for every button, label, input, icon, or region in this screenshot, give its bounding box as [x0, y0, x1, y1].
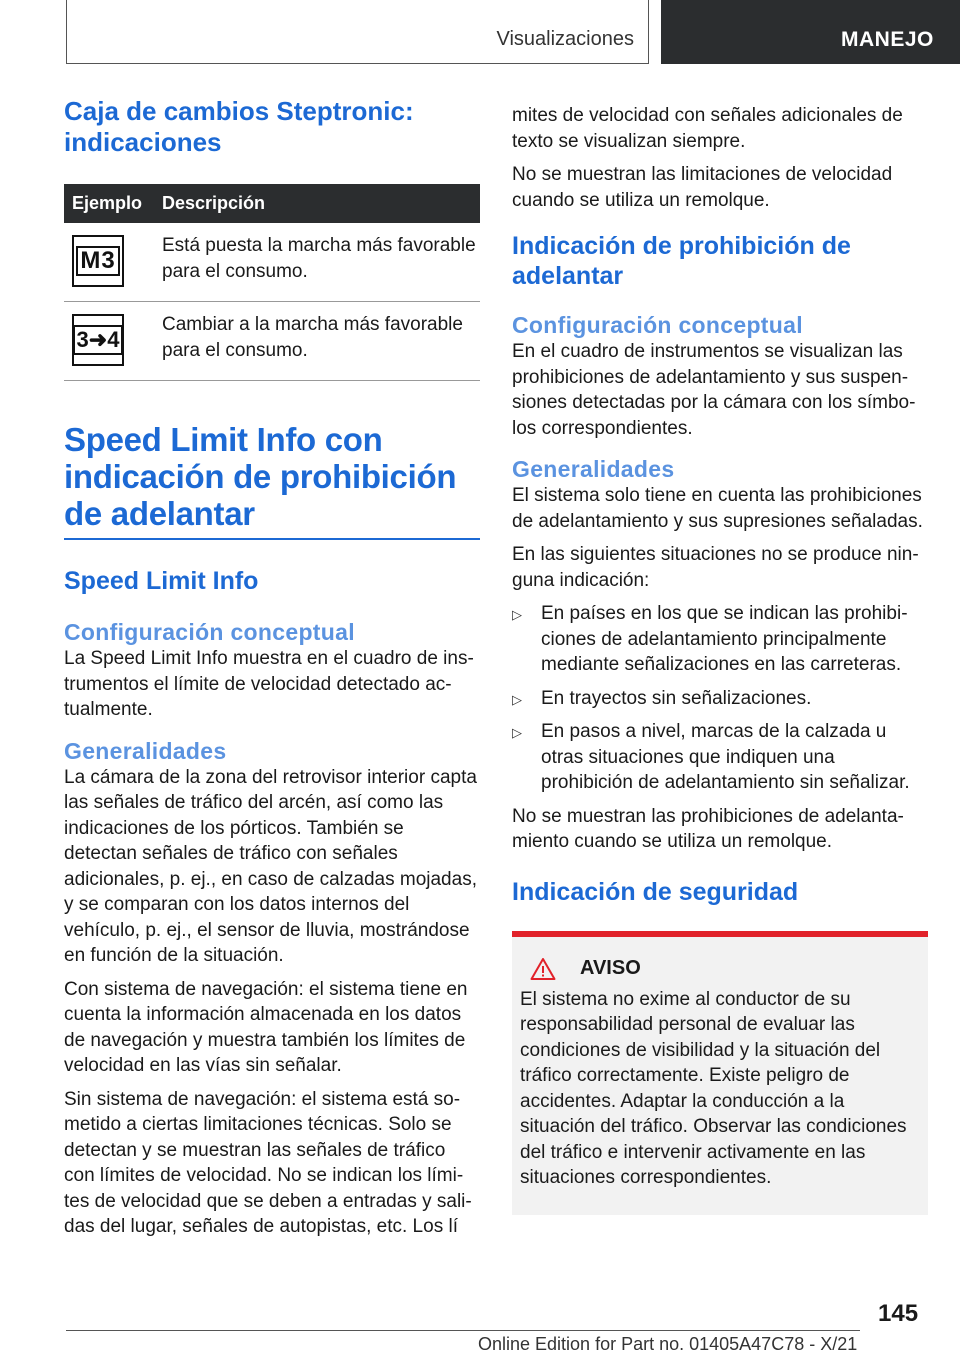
steptronic-table [64, 184, 480, 381]
gear-shift-icon: 3➜4 [72, 314, 124, 366]
overtake-general-paragraph-1: El sistema solo tiene en cuenta las prohibiciones de adelantamiento y sus supresiones señaladas. [512, 485, 923, 532]
overtake-concept-paragraph: En el cuadro de instrumentos se visualizan las prohibiciones de adelantamiento y sus suspensiones detectadas por la cámara con los símbolos correspondientes. [512, 341, 916, 439]
header-section-label: Visualizaciones [496, 28, 634, 50]
gear-m3-icon: M3 [72, 235, 124, 287]
table-header-example: Ejemplo [64, 184, 154, 223]
safety-heading: Indicación de seguridad [512, 877, 799, 906]
table-row [64, 302, 480, 381]
table-cell-description: Cambiar a la marcha más favorable para el consumo. [154, 302, 480, 381]
left-column [64, 96, 480, 1240]
concept-heading: Configuración conceptual [64, 619, 355, 645]
right-column [512, 103, 928, 1215]
triangle-bullet-icon: ▷ [512, 691, 522, 707]
header-section-tab [66, 0, 649, 64]
sli-heading: Speed Limit Info [64, 567, 259, 595]
warning-title: AVISO [580, 957, 641, 979]
steptronic-heading: Caja de cambios Steptronic: indicaciones [64, 96, 414, 157]
no-indication-list [512, 601, 928, 796]
warning-triangle-icon [530, 957, 556, 981]
continued-paragraph-2: No se muestran las limitaciones de velocidad cuando se utiliza un remolque. [512, 164, 893, 211]
warning-box [512, 931, 928, 1215]
general-paragraph-1: La cámara de la zona del retrovisor interior capta las señales de tráfico del arcén, así como las indicaciones de los pórticos. También se detectan señales de tráfico con señales adicionales, p. ej., en caso de calzadas mojadas, y se comparan con los datos internos del vehículo, p. ej., el sensor de lluvia, mostrándose en función de la situación. [64, 766, 477, 966]
general-heading: Generalidades [64, 737, 227, 764]
table-header-description: Descripción [154, 184, 480, 223]
overtake-general-heading: Generalidades [512, 456, 675, 482]
triangle-bullet-icon: ▷ [512, 725, 522, 740]
list-item: ▷ En pasos a nivel, marcas de la calzada u otras situaciones que indiquen una prohibición de adelantamiento sin señalizar. [512, 721, 910, 793]
continued-paragraph-1: mites de velocidad con señales adicionales de texto se visualizan siempre. [512, 105, 903, 152]
general-paragraph-2: Con sistema de navegación: el sistema tiene en cuenta la información almacenada en los datos de navegación y muestra también los límites de velocidad en las vías sin señalar. [64, 978, 468, 1076]
footer-divider [66, 1330, 860, 1331]
overtake-concept-heading: Configuración conceptual [512, 312, 803, 338]
section-divider [64, 538, 480, 540]
footer-edition: Online Edition for Part no. 01405A47C78 - X/21 [478, 1334, 858, 1354]
list-item: ▷ En países en los que se indican las prohibiciones de adelantamiento principalmente mediante señalizaciones en las carreteras. [512, 603, 908, 675]
overtake-heading: Indicación de prohibición de adelantar [512, 232, 851, 290]
warning-text: El sistema no exime al conductor de su responsabilidad personal de evaluar las condiciones de visibilidad y la situación del tráfico correctamente. Existe peligro de accidentes. Adaptar la conducción a la situación del tráfico. Observar las condiciones del tráfico e intervenir activamente en las situaciones correspondientes. [520, 988, 907, 1188]
overtake-general-paragraph-2: En las siguientes situaciones no se produce ninguna indicación: [512, 544, 919, 591]
table-cell-description: Está puesta la marcha más favorable para el consumo. [154, 223, 480, 302]
triangle-bullet-icon: ▷ [512, 607, 522, 622]
table-row [64, 223, 480, 302]
overtake-general-paragraph-3: No se muestran las prohibiciones de adelantamiento cuando se utiliza un remolque. [512, 805, 904, 852]
header-chapter-tab [661, 0, 960, 64]
header-chapter-label: MANEJO [841, 28, 934, 51]
general-paragraph-3: Sin sistema de navegación: el sistema está sometido a ciertas limitaciones técnicas. Solo se detectan y se muestran las señales de tráfico con límites de velocidad. No se indican los límites de velocidad que se deben a entradas y salidas del lugar, señales de autopistas, etc. Los lí [64, 1088, 472, 1237]
page-number: 145 [878, 1300, 919, 1327]
table-header-row [64, 184, 480, 223]
list-item: ▷ En trayectos sin señalizaciones. [512, 686, 928, 712]
concept-paragraph: La Speed Limit Info muestra en el cuadro de instrumentos el límite de velocidad detectado actualmente. [64, 648, 474, 720]
main-section-heading: Speed Limit Info con indicación de prohibición de adelantar [64, 421, 457, 532]
